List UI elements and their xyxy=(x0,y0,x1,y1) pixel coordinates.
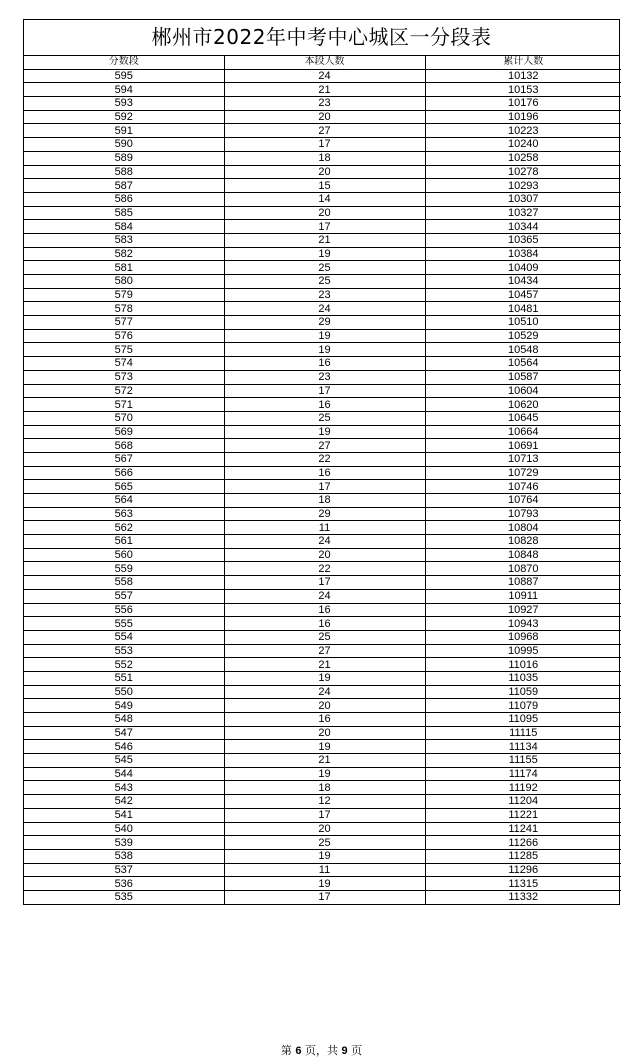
cell-score: 578 xyxy=(24,302,224,316)
cell-cumulative-count: 10365 xyxy=(425,233,621,247)
cell-segment-count: 14 xyxy=(224,192,425,206)
table-row xyxy=(24,685,621,699)
table-row xyxy=(24,630,621,644)
cell-segment-count: 19 xyxy=(224,343,425,357)
cell-cumulative-count: 11115 xyxy=(425,726,621,740)
cell-cumulative-count: 10481 xyxy=(425,302,621,316)
table-row xyxy=(24,822,621,836)
cell-segment-count: 17 xyxy=(224,576,425,590)
cell-score: 585 xyxy=(24,206,224,220)
cell-segment-count: 20 xyxy=(224,206,425,220)
cell-score: 580 xyxy=(24,275,224,289)
table-row xyxy=(24,261,621,275)
table-row xyxy=(24,206,621,220)
table-row xyxy=(24,151,621,165)
table-row xyxy=(24,576,621,590)
cell-score: 549 xyxy=(24,699,224,713)
table-row xyxy=(24,494,621,508)
cell-score: 575 xyxy=(24,343,224,357)
cell-segment-count: 16 xyxy=(224,398,425,412)
cell-score: 550 xyxy=(24,685,224,699)
cell-score: 553 xyxy=(24,644,224,658)
table-row xyxy=(24,398,621,412)
cell-segment-count: 16 xyxy=(224,357,425,371)
cell-segment-count: 16 xyxy=(224,603,425,617)
table-row xyxy=(24,754,621,768)
cell-segment-count: 24 xyxy=(224,69,425,83)
table-row xyxy=(24,589,621,603)
cell-segment-count: 27 xyxy=(224,644,425,658)
header-score-range: 分数段 xyxy=(24,56,224,69)
table-row xyxy=(24,507,621,521)
cell-cumulative-count: 10620 xyxy=(425,398,621,412)
cell-score: 561 xyxy=(24,535,224,549)
footer-total-pages: 9 xyxy=(341,1045,348,1057)
cell-segment-count: 27 xyxy=(224,124,425,138)
table-row xyxy=(24,740,621,754)
cell-segment-count: 20 xyxy=(224,822,425,836)
table-row xyxy=(24,671,621,685)
cell-cumulative-count: 10943 xyxy=(425,617,621,631)
table-row xyxy=(24,658,621,672)
table-row xyxy=(24,110,621,124)
cell-cumulative-count: 11016 xyxy=(425,658,621,672)
table-row xyxy=(24,329,621,343)
cell-score: 552 xyxy=(24,658,224,672)
cell-segment-count: 18 xyxy=(224,151,425,165)
table-row xyxy=(24,275,621,289)
table-row xyxy=(24,849,621,863)
cell-cumulative-count: 11332 xyxy=(508,891,539,904)
cell-score: 563 xyxy=(24,507,224,521)
cell-score: 559 xyxy=(24,562,224,576)
cell-score: 579 xyxy=(24,288,224,302)
table-row xyxy=(24,521,621,535)
cell-cumulative-count: 10293 xyxy=(425,179,621,193)
cell-cumulative-count: 10176 xyxy=(425,97,621,111)
cell-cumulative-count: 11241 xyxy=(425,822,621,836)
cell-segment-count: 17 xyxy=(224,220,425,234)
cell-score: 537 xyxy=(24,863,224,877)
cell-segment-count: 21 xyxy=(224,658,425,672)
cell-segment-count: 24 xyxy=(224,302,425,316)
cell-score: 576 xyxy=(24,329,224,343)
table-row xyxy=(24,795,621,809)
table-row xyxy=(24,603,621,617)
cell-segment-count: 27 xyxy=(224,439,425,453)
cell-cumulative-count: 10457 xyxy=(425,288,621,302)
cell-segment-count: 23 xyxy=(224,288,425,302)
cell-segment-count: 19 xyxy=(224,740,425,754)
cell-score: 551 xyxy=(24,671,224,685)
cell-score: 577 xyxy=(24,316,224,330)
cell-segment-count: 24 xyxy=(224,685,425,699)
table-row xyxy=(24,535,621,549)
cell-cumulative-count: 11059 xyxy=(425,685,621,699)
cell-score: 557 xyxy=(24,589,224,603)
cell-cumulative-count: 10327 xyxy=(425,206,621,220)
cell-score: 592 xyxy=(24,110,224,124)
cell-segment-count: 17 xyxy=(224,808,425,822)
cell-cumulative-count: 10664 xyxy=(425,425,621,439)
cell-segment-count: 16 xyxy=(224,466,425,480)
cell-cumulative-count: 10645 xyxy=(425,411,621,425)
cell-segment-count: 16 xyxy=(224,617,425,631)
cell-score: 555 xyxy=(24,617,224,631)
cell-cumulative-count: 10764 xyxy=(425,494,621,508)
cell-cumulative-count: 10529 xyxy=(425,329,621,343)
cell-score: 568 xyxy=(24,439,224,453)
cell-segment-count: 19 xyxy=(224,767,425,781)
cell-score: 569 xyxy=(24,425,224,439)
cell-cumulative-count: 10307 xyxy=(425,192,621,206)
table-row xyxy=(24,357,621,371)
cell-segment-count: 17 xyxy=(224,384,425,398)
cell-segment-count: 18 xyxy=(224,494,425,508)
cell-cumulative-count: 10691 xyxy=(425,439,621,453)
table-row xyxy=(24,220,621,234)
cell-cumulative-count: 10713 xyxy=(425,452,621,466)
cell-score: 570 xyxy=(24,411,224,425)
table-row xyxy=(24,302,621,316)
table-row xyxy=(24,548,621,562)
table-row xyxy=(24,233,621,247)
cell-cumulative-count: 10510 xyxy=(425,316,621,330)
table-row xyxy=(24,808,621,822)
cell-score: 558 xyxy=(24,576,224,590)
cell-segment-count: 29 xyxy=(224,507,425,521)
cell-score: 581 xyxy=(24,261,224,275)
cell-cumulative-count: 10793 xyxy=(425,507,621,521)
table-row xyxy=(24,192,621,206)
cell-cumulative-count: 10729 xyxy=(425,466,621,480)
cell-segment-count: 25 xyxy=(224,836,425,850)
cell-segment-count: 25 xyxy=(224,275,425,289)
cell-cumulative-count: 10848 xyxy=(425,548,621,562)
table-row xyxy=(24,425,621,439)
cell-segment-count: 20 xyxy=(224,165,425,179)
table-row xyxy=(24,877,621,891)
cell-score: 571 xyxy=(24,398,224,412)
cell-cumulative-count: 10258 xyxy=(425,151,621,165)
cell-cumulative-count: 10132 xyxy=(425,69,621,83)
page-title: 郴州市2022年中考中心城区一分段表 xyxy=(24,20,619,56)
cell-segment-count: 16 xyxy=(224,713,425,727)
cell-score: 545 xyxy=(24,754,224,768)
table-row xyxy=(24,370,621,384)
table-row xyxy=(24,617,621,631)
cell-cumulative-count: 11035 xyxy=(425,671,621,685)
cell-cumulative-count: 11296 xyxy=(425,863,621,877)
table-row xyxy=(24,411,621,425)
cell-score: 583 xyxy=(24,233,224,247)
cell-segment-count: 19 xyxy=(224,329,425,343)
cell-segment-count: 17 xyxy=(224,138,425,152)
cell-score: 566 xyxy=(24,466,224,480)
cell-cumulative-count: 10344 xyxy=(425,220,621,234)
cell-cumulative-count: 10587 xyxy=(425,370,621,384)
cell-segment-count: 19 xyxy=(224,425,425,439)
table-row xyxy=(24,439,621,453)
cell-score: 564 xyxy=(24,494,224,508)
header-segment-count: 本段人数 xyxy=(224,56,425,69)
cell-segment-count: 22 xyxy=(224,452,425,466)
cell-segment-count: 20 xyxy=(224,699,425,713)
cell-segment-count: 19 xyxy=(224,849,425,863)
cell-score: 593 xyxy=(24,97,224,111)
page-footer xyxy=(0,1042,643,1058)
cell-cumulative-count: 10384 xyxy=(425,247,621,261)
cell-score: 535 xyxy=(24,890,224,903)
cell-cumulative-count: 10564 xyxy=(425,357,621,371)
cell-segment-count: 21 xyxy=(224,83,425,97)
table-row xyxy=(24,890,621,903)
cell-score: 567 xyxy=(24,452,224,466)
cell-cumulative-count: 10870 xyxy=(425,562,621,576)
table-row xyxy=(24,767,621,781)
table-row xyxy=(24,247,621,261)
cell-cumulative-count: 11204 xyxy=(425,795,621,809)
table-row xyxy=(24,69,621,83)
cell-segment-count: 24 xyxy=(224,535,425,549)
cell-score: 594 xyxy=(24,83,224,97)
cell-cumulative-count: 11221 xyxy=(425,808,621,822)
cell-segment-count: 24 xyxy=(224,589,425,603)
cell-score: 538 xyxy=(24,849,224,863)
table-row xyxy=(24,97,621,111)
cell-cumulative-count: 10548 xyxy=(425,343,621,357)
cell-cumulative-count: 11315 xyxy=(425,877,621,891)
cell-cumulative-count: 10968 xyxy=(425,630,621,644)
cell-segment-count: 21 xyxy=(224,233,425,247)
cell-cumulative-count: 10927 xyxy=(425,603,621,617)
cell-score: 556 xyxy=(24,603,224,617)
cell-cumulative-count: 10278 xyxy=(425,165,621,179)
cell-segment-count: 20 xyxy=(224,110,425,124)
table-row xyxy=(24,452,621,466)
cell-cumulative-count: 10995 xyxy=(425,644,621,658)
cell-segment-count: 11 xyxy=(224,863,425,877)
cell-cumulative-count: 10804 xyxy=(425,521,621,535)
cell-segment-count: 12 xyxy=(224,795,425,809)
cell-score: 590 xyxy=(24,138,224,152)
cell-cumulative-count: 10911 xyxy=(425,589,621,603)
cell-score: 547 xyxy=(24,726,224,740)
cell-segment-count: 25 xyxy=(224,261,425,275)
cell-score: 541 xyxy=(24,808,224,822)
cell-score: 536 xyxy=(24,877,224,891)
footer-suffix: 页 xyxy=(351,1044,363,1057)
cell-segment-count: 19 xyxy=(224,877,425,891)
cell-cumulative-count: 11155 xyxy=(425,754,621,768)
table-row xyxy=(24,480,621,494)
cell-segment-count: 20 xyxy=(224,548,425,562)
table-row xyxy=(24,713,621,727)
table-row xyxy=(24,288,621,302)
cell-cumulative-count: 11079 xyxy=(425,699,621,713)
cell-cumulative-count: 10887 xyxy=(425,576,621,590)
cell-score: 565 xyxy=(24,480,224,494)
cell-segment-count: 15 xyxy=(224,179,425,193)
cell-cumulative-count: 11134 xyxy=(425,740,621,754)
table-row xyxy=(24,343,621,357)
cell-score: 546 xyxy=(24,740,224,754)
cell-segment-count: 19 xyxy=(224,247,425,261)
cell-score: 586 xyxy=(24,192,224,206)
cell-score: 589 xyxy=(24,151,224,165)
cell-segment-count: 17 xyxy=(224,480,425,494)
header-row xyxy=(24,56,621,69)
score-table xyxy=(24,56,621,904)
table-row xyxy=(24,562,621,576)
cell-segment-count: 23 xyxy=(224,370,425,384)
table-row xyxy=(24,124,621,138)
cell-score: 544 xyxy=(24,767,224,781)
table-row xyxy=(24,466,621,480)
cell-score: 591 xyxy=(24,124,224,138)
cell-score: 588 xyxy=(24,165,224,179)
cell-cumulative-count: 11266 xyxy=(425,836,621,850)
cell-score: 573 xyxy=(24,370,224,384)
cell-cumulative-count: 10240 xyxy=(425,138,621,152)
table-row xyxy=(24,863,621,877)
table-row xyxy=(24,384,621,398)
cell-segment-count: 22 xyxy=(224,562,425,576)
cell-segment-count: 23 xyxy=(224,97,425,111)
cell-score: 540 xyxy=(24,822,224,836)
cell-cumulative-count: 10196 xyxy=(425,110,621,124)
table-row xyxy=(24,699,621,713)
table-row xyxy=(24,644,621,658)
table-row xyxy=(24,316,621,330)
cell-cumulative-count: 10223 xyxy=(425,124,621,138)
cell-score: 560 xyxy=(24,548,224,562)
cell-score: 582 xyxy=(24,247,224,261)
cell-segment-count: 25 xyxy=(224,411,425,425)
cell-score: 574 xyxy=(24,357,224,371)
cell-cumulative-count: 10828 xyxy=(425,535,621,549)
cell-cumulative-count: 11285 xyxy=(425,849,621,863)
cell-cumulative-count: 10746 xyxy=(425,480,621,494)
cell-score: 542 xyxy=(24,795,224,809)
cell-segment-count: 19 xyxy=(224,671,425,685)
cell-segment-count: 17 xyxy=(224,890,425,903)
table-row xyxy=(24,83,621,97)
footer-current-page: 6 xyxy=(295,1045,302,1057)
cell-cumulative-count: 11192 xyxy=(425,781,621,795)
cell-cumulative-count: 10434 xyxy=(425,275,621,289)
table-row xyxy=(24,726,621,740)
cell-cumulative-count: 10604 xyxy=(425,384,621,398)
cell-score: 587 xyxy=(24,179,224,193)
cell-segment-count: 20 xyxy=(224,726,425,740)
table-row xyxy=(24,138,621,152)
cell-cumulative-count: 10409 xyxy=(425,261,621,275)
cell-cumulative-count: 11174 xyxy=(425,767,621,781)
cell-cumulative-count: 10153 xyxy=(425,83,621,97)
cell-score: 554 xyxy=(24,630,224,644)
cell-segment-count: 11 xyxy=(224,521,425,535)
cell-segment-count: 18 xyxy=(224,781,425,795)
table-row xyxy=(24,165,621,179)
cell-score: 543 xyxy=(24,781,224,795)
table-body xyxy=(24,69,621,903)
cell-segment-count: 25 xyxy=(224,630,425,644)
cell-score: 539 xyxy=(24,836,224,850)
score-table-sheet xyxy=(23,19,620,905)
cell-cumulative-count: 11095 xyxy=(425,713,621,727)
table-row xyxy=(24,781,621,795)
cell-segment-count: 21 xyxy=(224,754,425,768)
table-row xyxy=(24,179,621,193)
footer-prefix: 第 xyxy=(280,1044,292,1057)
cell-score: 548 xyxy=(24,713,224,727)
header-cumulative-count: 累计人数 xyxy=(425,56,621,69)
cell-score: 595 xyxy=(24,69,224,83)
cell-segment-count: 29 xyxy=(224,316,425,330)
cell-score: 584 xyxy=(24,220,224,234)
footer-middle: 页，共 xyxy=(305,1044,338,1057)
cell-score: 562 xyxy=(24,521,224,535)
table-row xyxy=(24,836,621,850)
cell-score: 572 xyxy=(24,384,224,398)
